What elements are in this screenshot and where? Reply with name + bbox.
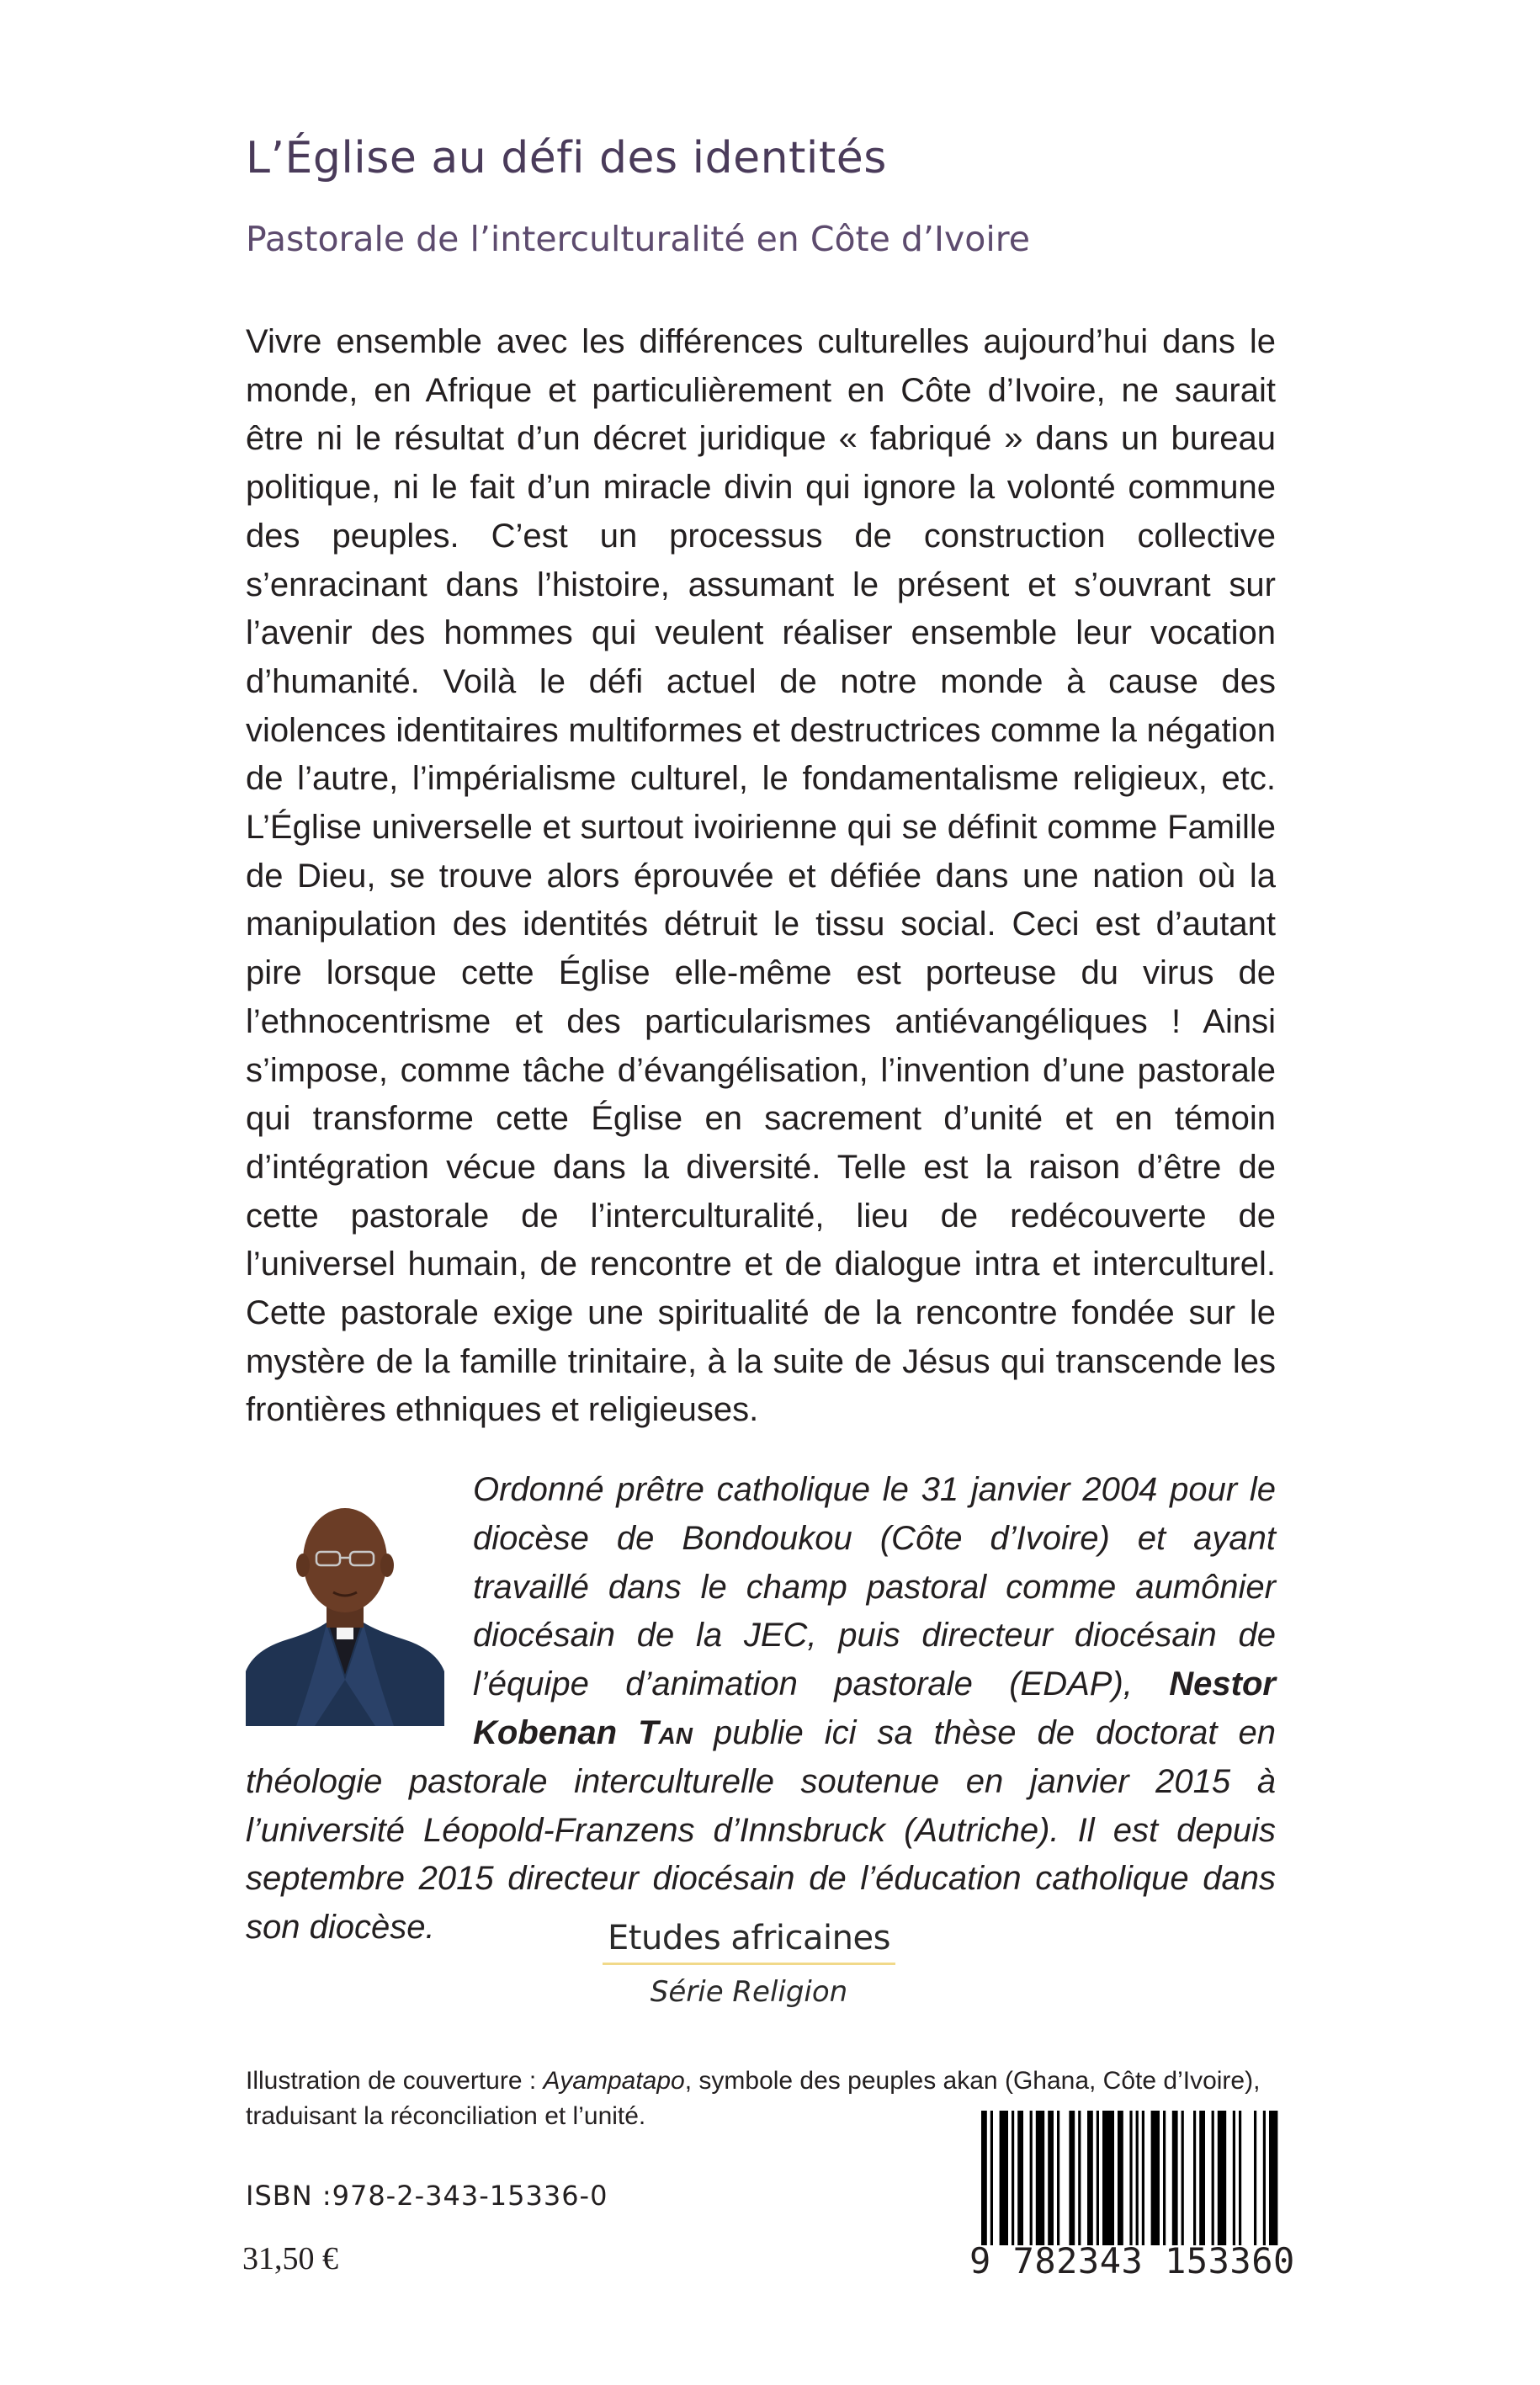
barcode-bar <box>1012 2111 1014 2245</box>
barcode-bar <box>1263 2111 1266 2245</box>
isbn: ISBN :978-2-343-15336-0 <box>246 2180 608 2212</box>
barcode-bar <box>1118 2111 1123 2245</box>
author-name: Nestor Kobenan <box>473 1665 1276 1751</box>
illustration-suffix: , symbole des peuples akan (Ghana, Côte d’Ivoire), traduisant la réconciliation et l’unité. <box>246 2067 1261 2130</box>
barcode-bar <box>1233 2111 1235 2245</box>
author-surname: Tan <box>638 1713 693 1751</box>
barcode-bar <box>1136 2111 1139 2245</box>
series-block <box>505 1919 993 2009</box>
barcode-bar <box>1239 2111 1241 2245</box>
author-bio-start: Ordonné prêtre catholique le 31 janvier 2004 pour le diocèse de Bondoukou (Côte d’Ivoire) et ayant travaillé dans le champ pastoral comme aumônier diocésain de la JEC, puis directeur diocésain de l’équipe d’animation pastorale (EDAP), <box>473 1471 1276 1703</box>
barcode-bar <box>1269 2111 1277 2245</box>
barcode <box>978 2111 1281 2245</box>
barcode-bar <box>1087 2111 1093 2245</box>
barcode-bar <box>1030 2111 1033 2245</box>
barcode-bar <box>1212 2111 1214 2245</box>
barcode-bar <box>1182 2111 1184 2245</box>
barcode-bar <box>1193 2111 1196 2245</box>
barcode-bar <box>1151 2111 1160 2245</box>
barcode-bar <box>1142 2111 1144 2245</box>
barcode-bar <box>1017 2111 1023 2245</box>
illustration-prefix: Illustration de couverture : <box>246 2067 537 2095</box>
barcode-number: 9 782343 153360 <box>969 2240 1295 2281</box>
back-cover-blurb: Vivre ensemble avec les différences culturelles aujourd’hui dans le monde, en Afrique et particulièrement en Côte d’Ivoire, ne saurait être ni le résultat d’un décret juridique « fabriqué » dans un bureau politique, ni le fait d’un miracle divin qui ignore la volonté commune des peuples. C’est un processus de construction collective s’enracinant dans l’histoire, assumant le présent et s’ouvrant sur l’avenir des hommes qui veulent réaliser ensemble leur vocation d’humanité. Voilà le défi actuel de notre monde à cause des violences identitaires multiformes et destructrices comme la négation de l’autre, l’impérialisme culturel, le fondamentalisme religieux, etc. L’Église universelle et surtout ivoirienne qui se définit comme Famille de Dieu, se trouve alors éprouvée et défiée dans une nation où la manipulation des identités détruit le tissu social. Ceci est d’autant pire lorsque cette Église elle-même est porteuse du virus de l’ethnocentrisme et des particularismes antiévangéliques ! Ainsi s’impose, comme tâche d’évangélisation, l’invention d’une pastorale qui transforme cette Église en sacrement d’unité et en témoin d’intégration vécue dans la diversité. Telle est la raison d’être de cette pastorale de l’interculturalité, lieu de redécouverte de l’universel humain, de rencontre et de dialogue intra et interculturel. Cette pastorale exige une spiritualité de la rencontre fondée sur le mystère de la famille trinitaire, à la suite de Jésus qui transcende les frontières ethniques et religieuses. <box>246 323 1276 1429</box>
illustration-title: Ayampatapo <box>543 2067 685 2095</box>
barcode-bar <box>1218 2111 1226 2245</box>
barcode-bar <box>1129 2111 1132 2245</box>
author-bio-end: publie ici sa thèse de doctorat en théologie pastorale interculturelle soutenue en janvier 2015 à l’université Léopold-Franzens d’Innsbruck (Autriche). Il est depuis septembre 2015 directeur diocésain de l’éducation catholique dans son diocèse. <box>246 1713 1276 1947</box>
barcode-bar <box>1199 2111 1205 2245</box>
book-title: L’Église au défi des identités <box>246 133 887 183</box>
price: 31,50 € <box>242 2241 338 2276</box>
barcode-bar <box>1000 2111 1008 2245</box>
series-subseries: Série Religion <box>650 1975 848 2009</box>
barcode-bar <box>1069 2111 1075 2245</box>
barcode-bar <box>1097 2111 1099 2245</box>
author-bio <box>246 1466 1276 1952</box>
barcode-bar <box>990 2111 993 2245</box>
barcode-bar <box>1163 2111 1166 2245</box>
barcode-bar <box>1057 2111 1059 2245</box>
barcode-bar <box>1172 2111 1178 2245</box>
series-name: Etudes africaines <box>603 1919 895 1965</box>
barcode-bar <box>1048 2111 1054 2245</box>
book-subtitle: Pastorale de l’interculturalité en Côte d’Ivoire <box>246 219 1030 259</box>
barcode-bar <box>981 2111 987 2245</box>
barcode-bar <box>1036 2111 1044 2245</box>
barcode-bar <box>1254 2111 1256 2245</box>
barcode-bar <box>1102 2111 1114 2245</box>
barcode-bar <box>1078 2111 1081 2245</box>
author-photo-space <box>246 1466 473 1710</box>
